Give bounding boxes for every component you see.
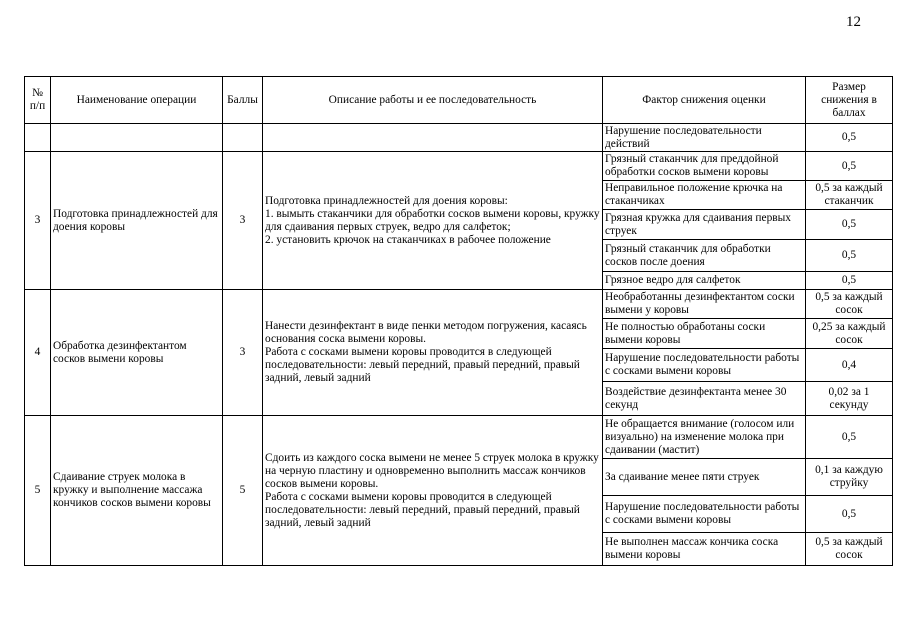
factor-cell: Не полностью обработаны соски вымени коровы <box>603 319 806 349</box>
empty-cell <box>223 124 263 152</box>
desc-line: Подготовка принадлежностей для доения коровы: <box>265 194 508 207</box>
op-name-cell: Подготовка принадлежностей для доения коровы <box>51 152 223 290</box>
factor-cell: Грязная кружка для сдаивания первых струек <box>603 210 806 240</box>
factor-cell: Грязный стаканчик для обработки сосков после доения <box>603 240 806 272</box>
factor-cell: Воздействие дезинфектанта менее 30 секунд <box>603 382 806 416</box>
reduce-cell: 0,1 за каждую струйку <box>806 459 893 496</box>
reduce-cell: 0,5 <box>806 416 893 459</box>
reduce-cell: 0,25 за каждый сосок <box>806 319 893 349</box>
factor-cell: Грязный стаканчик для преддойной обработки сосков вымени коровы <box>603 152 806 181</box>
reduce-cell: 0,4 <box>806 349 893 382</box>
header-num: № п/п <box>25 77 51 124</box>
factor-cell: Нарушение последовательности работы с сосками вымени коровы <box>603 496 806 533</box>
op-score-cell: 5 <box>223 416 263 566</box>
op-desc-cell <box>263 290 603 416</box>
header-name: Наименование операции <box>51 77 223 124</box>
header-reduce: Размер снижения в баллах <box>806 77 893 124</box>
op-score-cell: 3 <box>223 152 263 290</box>
factor-cell: Необработанны дезинфектантом соски вымени у коровы <box>603 290 806 319</box>
op-name-cell: Сдаивание струек молока в кружку и выполнение массажа кончиков сосков вымени коровы <box>51 416 223 566</box>
reduce-cell: 0,02 за 1 секунду <box>806 382 893 416</box>
desc-line: 2. установить крючок на стаканчиках в рабочее положение <box>265 233 551 246</box>
desc-line: Работа с сосками вымени коровы проводится в следующей последовательности: левый передний, правый передний, правый задний, левый задний <box>265 346 580 384</box>
reduce-cell: 0,5 <box>806 496 893 533</box>
factor-cell: Грязное ведро для салфеток <box>603 272 806 290</box>
evaluation-table <box>24 76 893 566</box>
op-desc-cell <box>263 416 603 566</box>
desc-line: 1. вымыть стаканчики для обработки сосков вымени коровы, кружку для сдаивания первых струек, ведро для салфеток; <box>265 207 600 233</box>
factor-cell: За сдаивание менее пяти струек <box>603 459 806 496</box>
reduce-cell: 0,5 за каждый сосок <box>806 290 893 319</box>
op-num-cell: 5 <box>25 416 51 566</box>
op-desc-cell <box>263 152 603 290</box>
desc-line: Нанести дезинфектант в виде пенки методом погружения, касаясь основания соска вымени коровы. <box>265 320 587 345</box>
factor-cell: Не выполнен массаж кончика соска вымени коровы <box>603 533 806 566</box>
factor-cell: Нарушение последовательности действий <box>603 124 806 152</box>
reduce-cell: 0,5 за каждый стаканчик <box>806 181 893 210</box>
op-score-cell: 3 <box>223 290 263 416</box>
factor-cell: Не обращается внимание (голосом или визуально) на изменение молока при сдаивании (мастит) <box>603 416 806 459</box>
op-num-cell: 4 <box>25 290 51 416</box>
header-score: Баллы <box>223 77 263 124</box>
reduce-cell: 0,5 <box>806 240 893 272</box>
op-num-cell: 3 <box>25 152 51 290</box>
reduce-cell: 0,5 <box>806 210 893 240</box>
op-name-cell: Обработка дезинфектантом сосков вымени коровы <box>51 290 223 416</box>
factor-cell: Неправильное положение крючка на стаканчиках <box>603 181 806 210</box>
desc-line: Работа с сосками вымени коровы проводится в следующей последовательности: левый передний, правый передний, правый задний, левый задний <box>265 490 580 529</box>
empty-cell <box>263 124 603 152</box>
table-row <box>25 290 893 319</box>
reduce-cell: 0,5 <box>806 124 893 152</box>
table-row <box>25 152 893 181</box>
reduce-cell: 0,5 <box>806 152 893 181</box>
header-factor: Фактор снижения оценки <box>603 77 806 124</box>
header-desc: Описание работы и ее последовательность <box>263 77 603 124</box>
empty-cell <box>51 124 223 152</box>
reduce-cell: 0,5 <box>806 272 893 290</box>
empty-cell <box>25 124 51 152</box>
desc-line: Сдоить из каждого соска вымени не менее 5 струек молока в кружку на черную пластину и одновременно выполнить массаж кончиков сосков вымени коровы. <box>265 451 599 490</box>
table-row <box>25 124 893 152</box>
factor-cell: Нарушение последовательности работы с сосками вымени коровы <box>603 349 806 382</box>
table-row <box>25 416 893 459</box>
reduce-cell: 0,5 за каждый сосок <box>806 533 893 566</box>
header-row <box>25 77 893 124</box>
page-number: 12 <box>846 14 861 30</box>
